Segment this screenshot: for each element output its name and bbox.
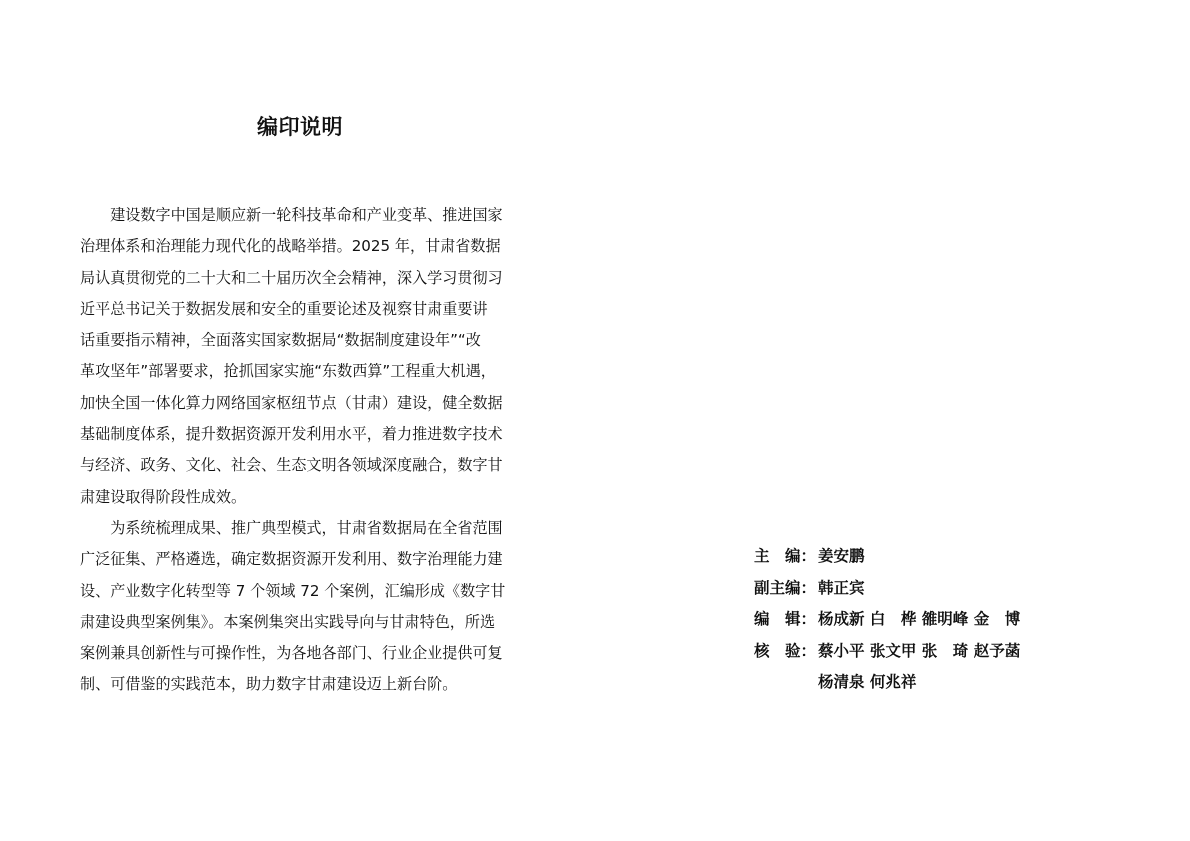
credit-names: 蔡小平 张文甲 张 琦 赵予菡 xyxy=(818,641,1021,660)
credit-names: 杨清泉 何兆祥 xyxy=(818,673,917,691)
editorial-credits xyxy=(754,541,1020,699)
body-text xyxy=(80,200,535,701)
credit-row-editors xyxy=(754,604,1020,636)
credit-names: 杨成新 白 桦 雒明峰 金 博 xyxy=(818,610,1021,628)
credit-label: 编 辑： xyxy=(754,610,817,628)
credit-row-chief-editor xyxy=(754,541,1020,573)
credit-label: 主 编： xyxy=(754,547,817,565)
credit-row-deputy-editor xyxy=(754,573,1020,605)
credit-row-verifiers-continued xyxy=(754,667,1020,699)
paragraph-intro: 建设数字中国是顺应新一轮科技革命和产业变革、推进国家 治理体系和治理能力现代化的战略举措。2025 年，甘肃省数据 局认真贯彻党的二十大和二十届历次全会精神，深入学习贯彻习 近平总书记关于数据发展和安全的重要论述及视察甘肃重要讲 话重要指示精神，全面落实国家数据局“数据制度建设年”“改 革攻坚年”部署要求，抢抓国家实施“东数西算”工程重大机遇， 加快全国一体化算力网络国家枢纽节点（甘肃）建设，健全数据 基础制度体系，提升数据资源开发利用水平，着力推进数字技术 与经济、政务、文化、社会、生态文明各领域深度融合，数字甘 肃建设取得阶段性成效。 xyxy=(80,206,503,506)
credit-names: 姜安鹏 xyxy=(818,547,865,565)
paragraph-compilation: 为系统梳理成果、推广典型模式，甘肃省数据局在全省范围 广泛征集、严格遴选，确定数据资源开发利用、数字治理能力建 设、产业数字化转型等 7 个领域 72 个案例，汇编形成《数字甘 肃建设典型案例集》。本案例集突出实践导向与甘肃特色，所选 案例兼具创新性与可操作性，为各地各部门、行业企业提供可复 制、可借鉴的实践范本，助力数字甘肃建设迈上新台阶。 xyxy=(80,518,506,694)
credit-label: 副主编： xyxy=(754,578,817,597)
credit-row-verifiers xyxy=(754,636,1020,668)
credit-label xyxy=(754,667,818,699)
credit-names: 韩正宾 xyxy=(818,578,865,597)
page-title: 编印说明 xyxy=(257,114,343,139)
credit-label: 核 验： xyxy=(754,641,817,660)
